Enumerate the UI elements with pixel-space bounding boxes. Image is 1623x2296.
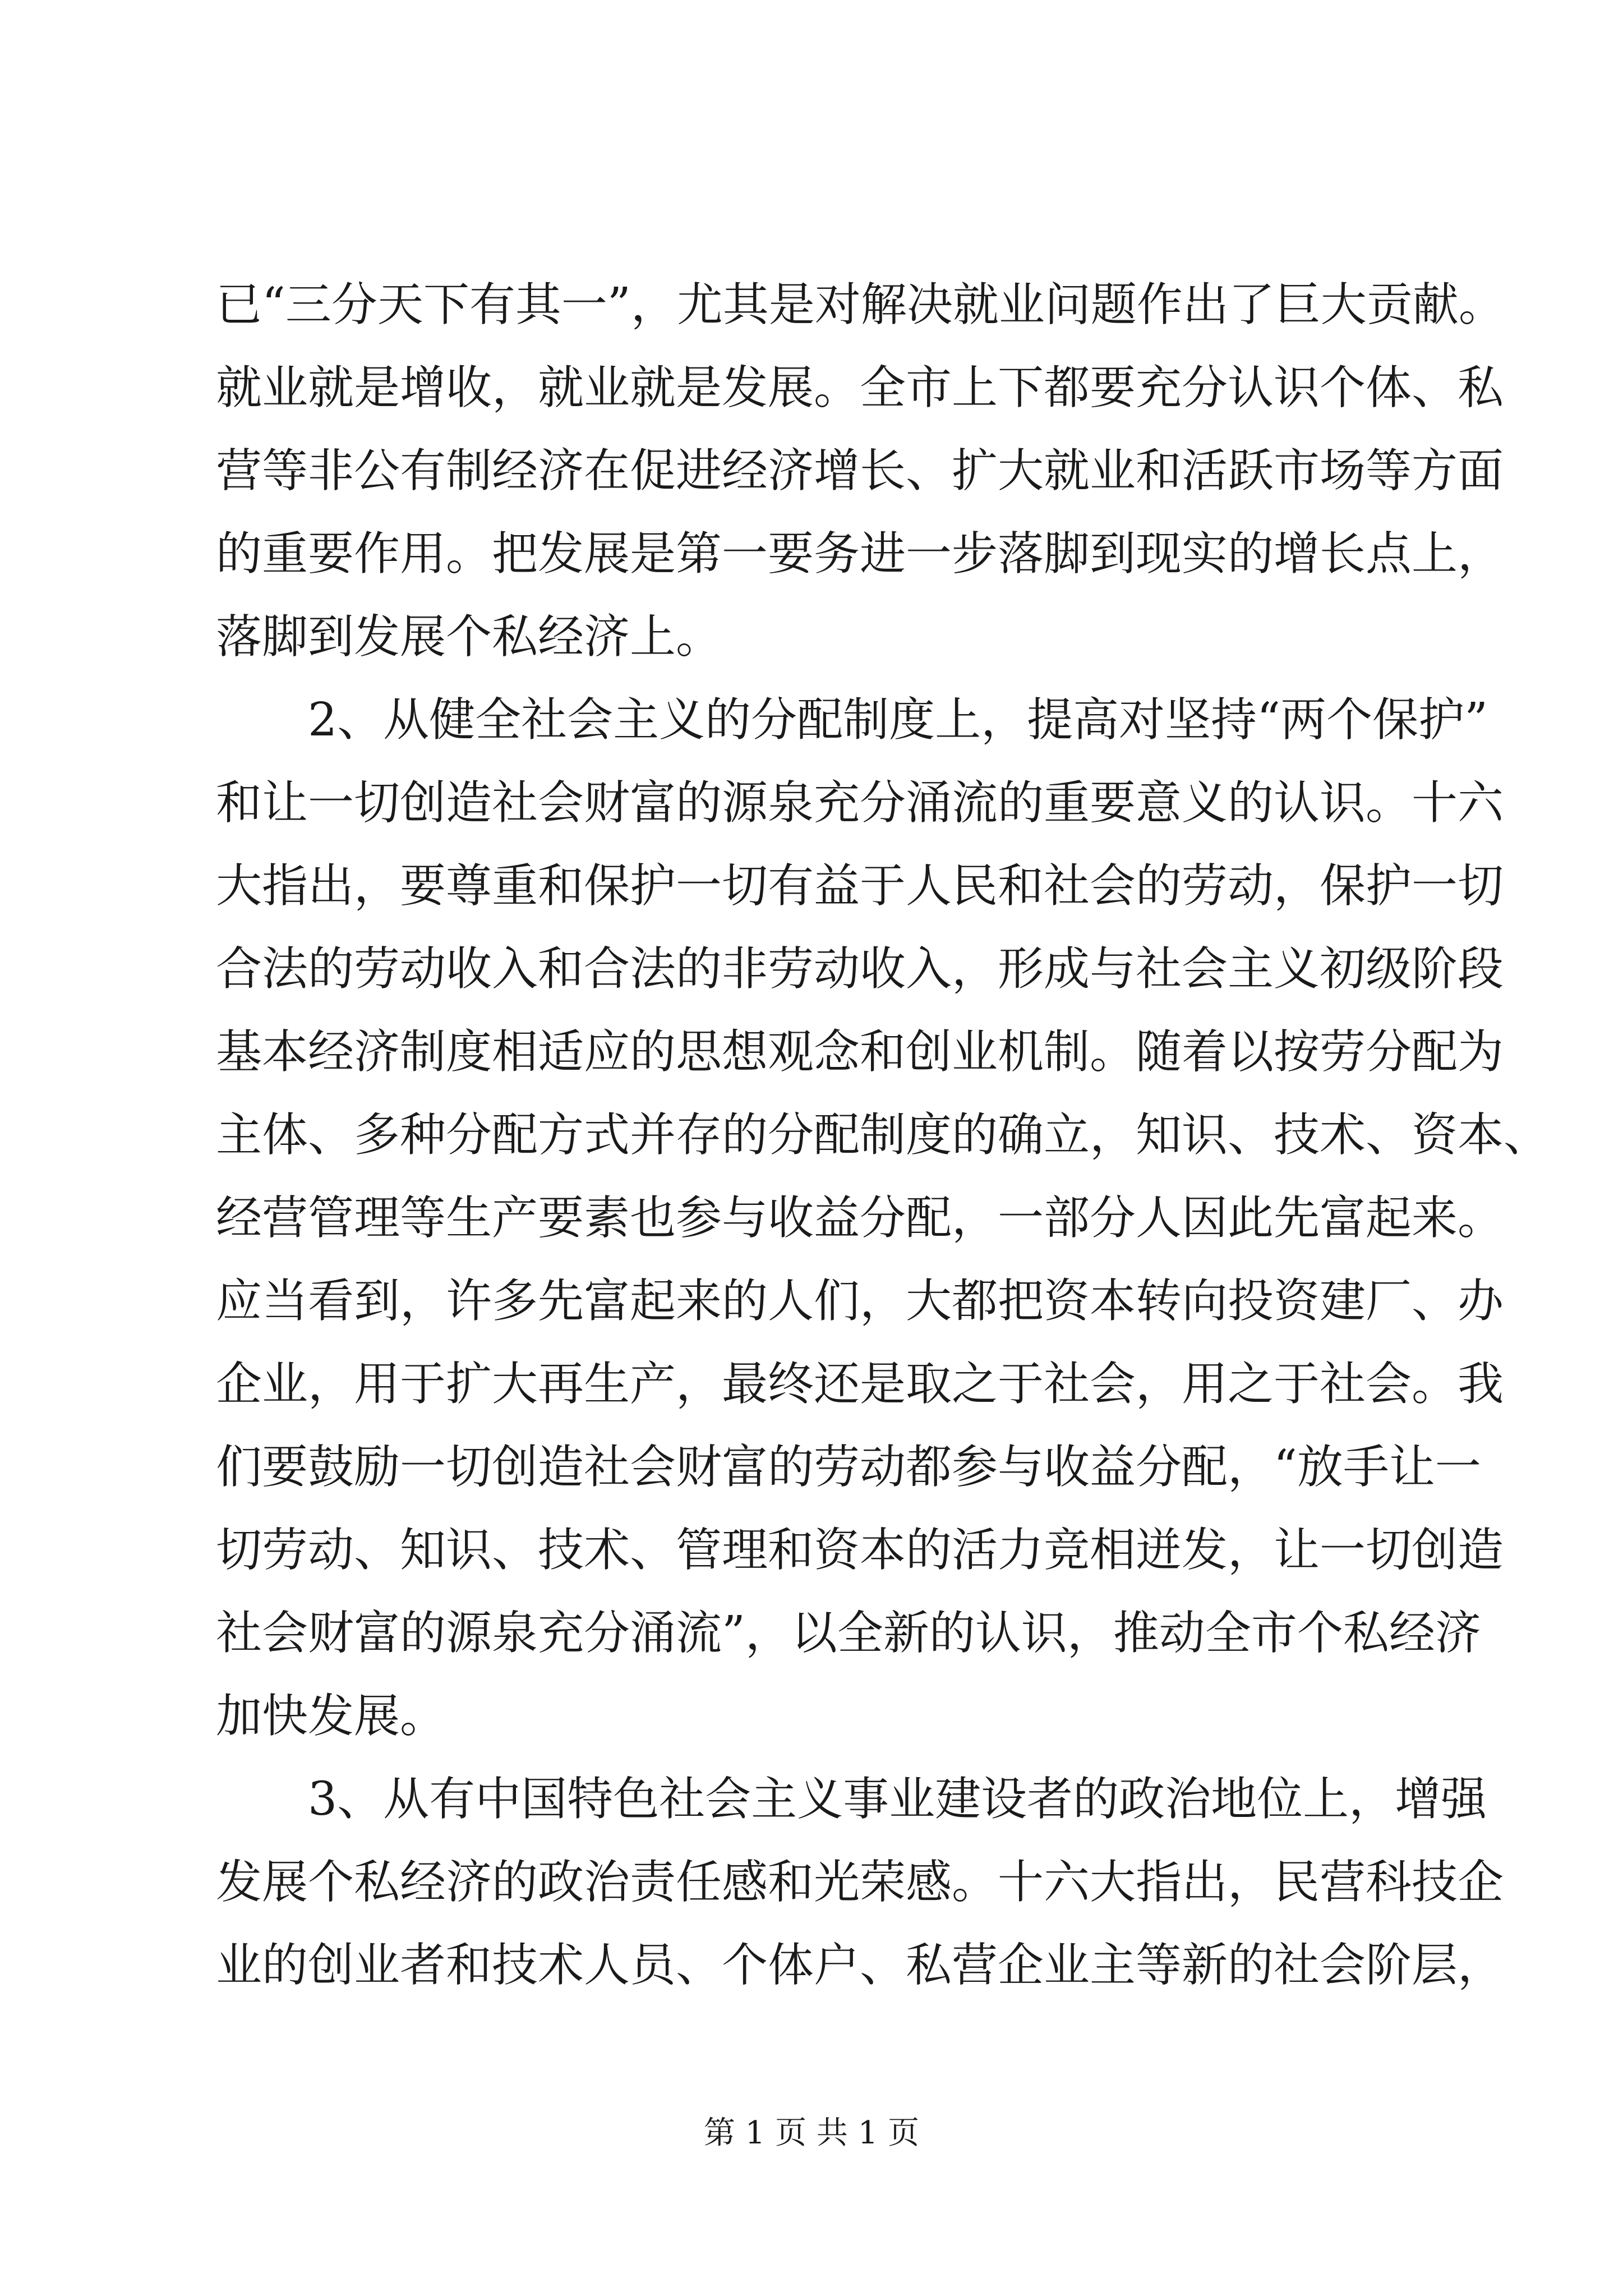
text-line: 大指出，要尊重和保护一切有益于人民和社会的劳动，保护一切	[216, 859, 1504, 913]
document-body	[216, 264, 1550, 2007]
paragraph-2	[216, 679, 1550, 1758]
text-line: 营等非公有制经济在促进经济增长、扩大就业和活跃市场等方面	[216, 444, 1504, 498]
text-line: 已“三分天下有其一”，尤其是对解决就业问题作出了巨大贡献。	[216, 278, 1505, 332]
text-line: 合法的劳动收入和合法的非劳动收入，形成与社会主义初级阶段	[216, 942, 1504, 996]
text-line: 就业就是增收，就业就是发展。全市上下都要充分认识个体、私	[216, 361, 1504, 415]
page-footer	[0, 2114, 1623, 2153]
text-line: 落脚到发展个私经济上。	[216, 610, 722, 664]
page-number-label: 第 1 页 共 1 页	[703, 2115, 920, 2151]
paragraph-1	[216, 264, 1505, 679]
text-line: 发展个私经济的政治责任感和光荣感。十六大指出，民营科技企	[216, 1856, 1504, 1909]
text-line: 3、从有中国特色社会主义事业建设者的政治地位上，增强	[308, 1773, 1487, 1826]
paragraph-3	[216, 1758, 1504, 2007]
text-line: 业的创业者和技术人员、个体户、私营企业主等新的社会阶层，	[216, 1939, 1504, 1992]
text-line: 切劳动、知识、技术、管理和资本的活力竞相迸发，让一切创造	[216, 1524, 1504, 1577]
text-line: 的重要作用。把发展是第一要务进一步落脚到现实的增长点上，	[216, 527, 1504, 581]
text-line: 们要鼓励一切创造社会财富的劳动都参与收益分配，“放手让一	[216, 1441, 1481, 1494]
text-line: 主体、多种分配方式并存的分配制度的确立，知识、技术、资本、	[216, 1108, 1550, 1162]
text-line: 应当看到，许多先富起来的人们，大都把资本转向投资建厂、办	[216, 1274, 1504, 1328]
text-line: 2、从健全社会主义的分配制度上，提高对坚持“两个保护”	[308, 693, 1488, 747]
text-line: 和让一切创造社会财富的源泉充分涌流的重要意义的认识。十六	[216, 776, 1504, 830]
text-line: 社会财富的源泉充分涌流”，以全新的认识，推动全市个私经济	[216, 1607, 1481, 1660]
text-line: 加快发展。	[216, 1690, 446, 1743]
text-line: 基本经济制度相适应的思想观念和创业机制。随着以按劳分配为	[216, 1025, 1504, 1079]
text-line: 企业，用于扩大再生产，最终还是取之于社会，用之于社会。我	[216, 1358, 1504, 1411]
text-line: 经营管理等生产要素也参与收益分配，一部分人因此先富起来。	[216, 1191, 1504, 1245]
